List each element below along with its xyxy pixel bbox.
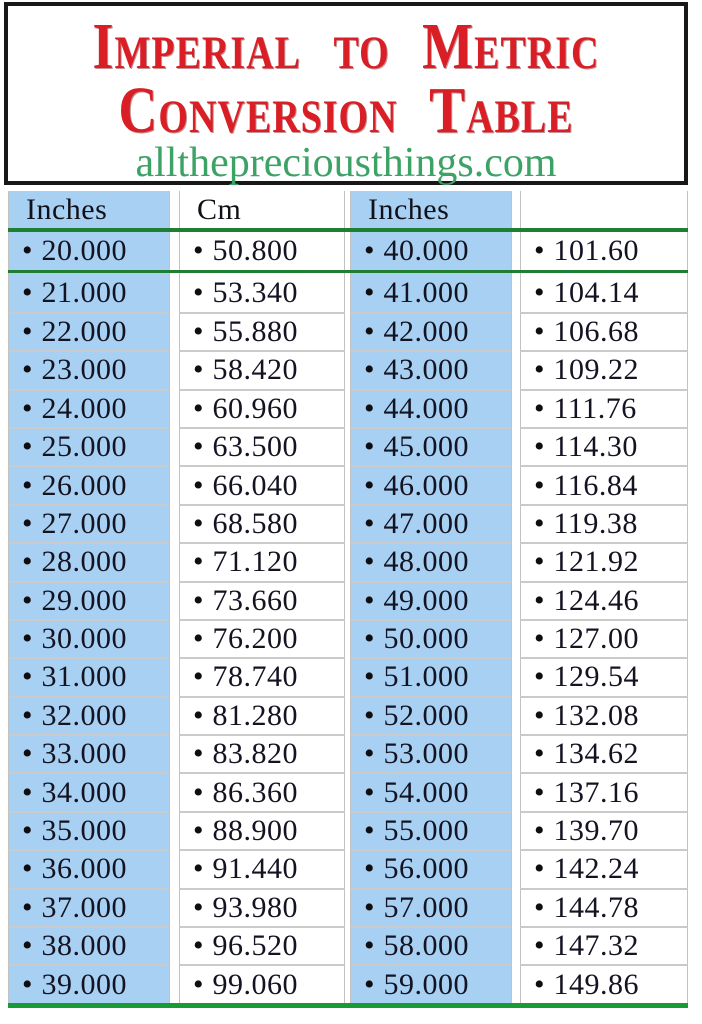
- cell-value: 129.54: [553, 660, 640, 694]
- column-header-cm-left: [179, 191, 345, 228]
- bullet-icon: •: [22, 391, 33, 425]
- cell-value: 50.000: [383, 622, 470, 656]
- bullet-icon: •: [534, 660, 545, 694]
- table-cell: [520, 926, 688, 964]
- table-cell: [350, 465, 512, 503]
- cell-value: 149.86: [553, 967, 640, 1001]
- table-row: [8, 350, 688, 388]
- bullet-icon: •: [534, 353, 545, 387]
- bullet-icon: •: [22, 314, 33, 348]
- table-cell: [520, 273, 688, 311]
- table-cell: [8, 888, 170, 926]
- table-row: [8, 734, 688, 772]
- cell-value: 96.520: [212, 929, 299, 963]
- table-cell: [520, 232, 688, 270]
- table-row: [8, 427, 688, 465]
- table-cell: [520, 504, 688, 542]
- bullet-icon: •: [364, 233, 375, 267]
- cell-value: 53.000: [383, 737, 470, 771]
- bullet-icon: •: [193, 814, 204, 848]
- cell-value: 119.38: [553, 506, 638, 540]
- cell-value: 86.360: [212, 775, 299, 809]
- table-cell: [179, 232, 345, 270]
- bullet-icon: •: [193, 506, 204, 540]
- bullet-icon: •: [22, 852, 33, 886]
- table-cell: [520, 772, 688, 810]
- bullet-icon: •: [22, 967, 33, 1001]
- table-cell: [8, 542, 170, 580]
- bullet-icon: •: [534, 814, 545, 848]
- table-cell: [350, 926, 512, 964]
- bullet-icon: •: [534, 314, 545, 348]
- cell-value: 45.000: [383, 430, 470, 464]
- page-subtitle: Conversion Table: [118, 73, 574, 147]
- table-row: [8, 232, 688, 270]
- cell-value: 54.000: [383, 775, 470, 809]
- cell-value: 137.16: [553, 775, 640, 809]
- cell-value: 144.78: [553, 890, 640, 924]
- table-cell: [350, 350, 512, 388]
- bullet-icon: •: [22, 545, 33, 579]
- bullet-icon: •: [534, 545, 545, 579]
- table-body: [8, 232, 688, 1003]
- table-cell: [520, 581, 688, 619]
- cell-value: 22.000: [41, 314, 128, 348]
- table-row: [8, 389, 688, 427]
- table-row: [8, 888, 688, 926]
- table-cell: [8, 657, 170, 695]
- bullet-icon: •: [193, 430, 204, 464]
- bullet-icon: •: [534, 967, 545, 1001]
- cell-value: 20.000: [41, 233, 128, 267]
- table-cell: [520, 696, 688, 734]
- table-cell: [520, 312, 688, 350]
- table-cell: [520, 389, 688, 427]
- cell-value: 111.76: [553, 391, 637, 425]
- cell-value: 35.000: [41, 814, 128, 848]
- table-row: [8, 964, 688, 1002]
- cell-value: 76.200: [212, 622, 299, 656]
- bullet-icon: •: [22, 622, 33, 656]
- bullet-icon: •: [22, 353, 33, 387]
- cell-value: 55.880: [212, 314, 299, 348]
- table-row: [8, 581, 688, 619]
- cell-value: 99.060: [212, 967, 299, 1001]
- table-cell: [179, 772, 345, 810]
- bullet-icon: •: [364, 775, 375, 809]
- table-cell: [8, 427, 170, 465]
- cell-value: 63.500: [212, 430, 299, 464]
- cell-value: 38.000: [41, 929, 128, 963]
- cell-value: 106.68: [553, 314, 640, 348]
- table-cell: [520, 350, 688, 388]
- bullet-icon: •: [22, 814, 33, 848]
- bullet-icon: •: [534, 275, 545, 309]
- cell-value: 58.000: [383, 929, 470, 963]
- cell-value: 114.30: [553, 430, 638, 464]
- cell-value: 124.46: [553, 583, 640, 617]
- cell-value: 37.000: [41, 890, 128, 924]
- conversion-table: [8, 191, 688, 1008]
- cell-value: 116.84: [553, 468, 638, 502]
- table-cell: [8, 312, 170, 350]
- cell-value: 29.000: [41, 583, 128, 617]
- bullet-icon: •: [22, 698, 33, 732]
- bullet-icon: •: [364, 929, 375, 963]
- cell-value: 71.120: [212, 545, 299, 579]
- bullet-icon: •: [193, 622, 204, 656]
- bullet-icon: •: [364, 275, 375, 309]
- cell-value: 127.00: [553, 622, 640, 656]
- bullet-icon: •: [364, 698, 375, 732]
- cell-value: 66.040: [212, 468, 299, 502]
- cell-value: 21.000: [41, 275, 128, 309]
- bullet-icon: •: [364, 468, 375, 502]
- cell-value: 59.000: [383, 967, 470, 1001]
- bullet-icon: •: [193, 233, 204, 267]
- table-cell: [350, 772, 512, 810]
- cell-value: 51.000: [383, 660, 470, 694]
- table-cell: [8, 350, 170, 388]
- cell-value: 39.000: [41, 967, 128, 1001]
- bullet-icon: •: [364, 545, 375, 579]
- table-row: [8, 657, 688, 695]
- cell-value: 109.22: [553, 353, 640, 387]
- bullet-icon: •: [22, 583, 33, 617]
- bullet-icon: •: [193, 468, 204, 502]
- cell-value: 60.960: [212, 391, 299, 425]
- bullet-icon: •: [364, 814, 375, 848]
- cell-value: 78.740: [212, 660, 299, 694]
- bullet-icon: •: [22, 737, 33, 771]
- cell-value: 55.000: [383, 814, 470, 848]
- table-cell: [350, 734, 512, 772]
- cell-value: 132.08: [553, 698, 640, 732]
- green-divider-bottom: [8, 1003, 688, 1008]
- table-cell: [350, 504, 512, 542]
- cell-value: 57.000: [383, 890, 470, 924]
- table-cell: [179, 657, 345, 695]
- cell-value: 91.440: [212, 852, 299, 886]
- table-cell: [350, 696, 512, 734]
- table-row: [8, 273, 688, 311]
- table-cell: [8, 232, 170, 270]
- bullet-icon: •: [364, 430, 375, 464]
- table-cell: [350, 619, 512, 657]
- table-cell: [350, 849, 512, 887]
- column-header-label: Inches: [368, 192, 450, 226]
- table-cell: [350, 964, 512, 1002]
- table-header-row: [8, 191, 688, 228]
- cell-value: 24.000: [41, 391, 128, 425]
- bullet-icon: •: [534, 622, 545, 656]
- bullet-icon: •: [364, 506, 375, 540]
- cell-value: 40.000: [383, 233, 470, 267]
- cell-value: 34.000: [41, 775, 128, 809]
- table-cell: [350, 232, 512, 270]
- bullet-icon: •: [364, 890, 375, 924]
- bullet-icon: •: [22, 506, 33, 540]
- bullet-icon: •: [193, 737, 204, 771]
- table-cell: [8, 619, 170, 657]
- table-cell: [179, 696, 345, 734]
- table-row: [8, 926, 688, 964]
- bullet-icon: •: [193, 852, 204, 886]
- cell-value: 73.660: [212, 583, 299, 617]
- bullet-icon: •: [534, 929, 545, 963]
- table-cell: [179, 888, 345, 926]
- table-cell: [179, 926, 345, 964]
- column-header-inches-left: [8, 191, 170, 228]
- cell-value: 134.62: [553, 737, 640, 771]
- bullet-icon: •: [193, 890, 204, 924]
- column-header-label: Inches: [26, 192, 108, 226]
- cell-value: 36.000: [41, 852, 128, 886]
- table-cell: [520, 619, 688, 657]
- bullet-icon: •: [534, 233, 545, 267]
- cell-value: 26.000: [41, 468, 128, 502]
- title-card: [4, 2, 688, 185]
- bullet-icon: •: [193, 775, 204, 809]
- bullet-icon: •: [534, 698, 545, 732]
- table-cell: [520, 811, 688, 849]
- cell-value: 83.820: [212, 737, 299, 771]
- table-cell: [350, 427, 512, 465]
- table-cell: [179, 964, 345, 1002]
- bullet-icon: •: [193, 929, 204, 963]
- table-cell: [179, 619, 345, 657]
- table-cell: [179, 427, 345, 465]
- table-row: [8, 849, 688, 887]
- bullet-icon: •: [193, 583, 204, 617]
- cell-value: 28.000: [41, 545, 128, 579]
- cell-value: 47.000: [383, 506, 470, 540]
- cell-value: 52.000: [383, 698, 470, 732]
- cell-value: 27.000: [41, 506, 128, 540]
- table-cell: [179, 542, 345, 580]
- bullet-icon: •: [193, 545, 204, 579]
- column-header-inches-right: [350, 191, 512, 228]
- bullet-icon: •: [534, 430, 545, 464]
- table-row: [8, 811, 688, 849]
- bullet-icon: •: [364, 583, 375, 617]
- table-row: [8, 772, 688, 810]
- table-cell: [350, 389, 512, 427]
- website-link: allthepreciousthings.com: [135, 140, 557, 186]
- table-cell: [520, 849, 688, 887]
- cell-value: 50.800: [212, 233, 299, 267]
- table-cell: [520, 964, 688, 1002]
- table-cell: [8, 964, 170, 1002]
- bullet-icon: •: [193, 353, 204, 387]
- cell-value: 68.580: [212, 506, 299, 540]
- table-cell: [179, 350, 345, 388]
- cell-value: 58.420: [212, 353, 299, 387]
- table-cell: [8, 581, 170, 619]
- cell-value: 48.000: [383, 545, 470, 579]
- table-row: [8, 619, 688, 657]
- table-row: [8, 696, 688, 734]
- table-cell: [8, 273, 170, 311]
- bullet-icon: •: [193, 275, 204, 309]
- table-cell: [350, 542, 512, 580]
- bullet-icon: •: [193, 391, 204, 425]
- bullet-icon: •: [364, 852, 375, 886]
- cell-value: 121.92: [553, 545, 640, 579]
- bullet-icon: •: [534, 737, 545, 771]
- cell-value: 25.000: [41, 430, 128, 464]
- cell-value: 53.340: [212, 275, 299, 309]
- bullet-icon: •: [193, 314, 204, 348]
- bullet-icon: •: [364, 967, 375, 1001]
- table-cell: [8, 811, 170, 849]
- bullet-icon: •: [534, 468, 545, 502]
- cell-value: 44.000: [383, 391, 470, 425]
- cell-value: 32.000: [41, 698, 128, 732]
- table-cell: [179, 312, 345, 350]
- table-cell: [520, 888, 688, 926]
- bullet-icon: •: [22, 233, 33, 267]
- table-cell: [520, 427, 688, 465]
- bullet-icon: •: [193, 698, 204, 732]
- bullet-icon: •: [22, 890, 33, 924]
- cell-value: 93.980: [212, 890, 299, 924]
- table-row: [8, 542, 688, 580]
- bullet-icon: •: [364, 314, 375, 348]
- bullet-icon: •: [193, 660, 204, 694]
- bullet-icon: •: [193, 967, 204, 1001]
- bullet-icon: •: [534, 890, 545, 924]
- table-cell: [350, 312, 512, 350]
- cell-value: 147.32: [553, 929, 640, 963]
- table-row: [8, 312, 688, 350]
- table-cell: [8, 504, 170, 542]
- table-cell: [8, 772, 170, 810]
- cell-value: 31.000: [41, 660, 128, 694]
- table-cell: [350, 811, 512, 849]
- bullet-icon: •: [22, 430, 33, 464]
- table-cell: [179, 389, 345, 427]
- page-title: Imperial to Metric: [92, 9, 600, 83]
- table-row: [8, 504, 688, 542]
- table-cell: [350, 657, 512, 695]
- table-cell: [350, 273, 512, 311]
- column-header-cm-right: [520, 191, 688, 228]
- table-cell: [350, 581, 512, 619]
- column-header-label: Cm: [197, 192, 242, 226]
- cell-value: 139.70: [553, 814, 640, 848]
- table-cell: [179, 273, 345, 311]
- bullet-icon: •: [364, 353, 375, 387]
- cell-value: 46.000: [383, 468, 470, 502]
- cell-value: 42.000: [383, 314, 470, 348]
- table-cell: [520, 734, 688, 772]
- table-cell: [520, 657, 688, 695]
- bullet-icon: •: [534, 506, 545, 540]
- bullet-icon: •: [364, 660, 375, 694]
- cell-value: 142.24: [553, 852, 640, 886]
- bullet-icon: •: [364, 391, 375, 425]
- table-cell: [8, 389, 170, 427]
- table-cell: [8, 849, 170, 887]
- bullet-icon: •: [364, 737, 375, 771]
- bullet-icon: •: [534, 583, 545, 617]
- table-row: [8, 465, 688, 503]
- table-cell: [520, 465, 688, 503]
- bullet-icon: •: [534, 775, 545, 809]
- cell-value: 23.000: [41, 353, 128, 387]
- cell-value: 33.000: [41, 737, 128, 771]
- table-cell: [8, 734, 170, 772]
- cell-value: 81.280: [212, 698, 299, 732]
- bullet-icon: •: [22, 660, 33, 694]
- cell-value: 56.000: [383, 852, 470, 886]
- cell-value: 49.000: [383, 583, 470, 617]
- bullet-icon: •: [22, 929, 33, 963]
- table-cell: [179, 734, 345, 772]
- cell-value: 88.900: [212, 814, 299, 848]
- table-cell: [520, 542, 688, 580]
- bullet-icon: •: [22, 775, 33, 809]
- bullet-icon: •: [534, 852, 545, 886]
- table-cell: [179, 849, 345, 887]
- table-cell: [179, 581, 345, 619]
- table-cell: [8, 465, 170, 503]
- table-cell: [179, 811, 345, 849]
- table-cell: [179, 504, 345, 542]
- table-cell: [179, 465, 345, 503]
- cell-value: 104.14: [553, 275, 640, 309]
- cell-value: 101.60: [553, 233, 640, 267]
- table-cell: [8, 926, 170, 964]
- bullet-icon: •: [364, 622, 375, 656]
- cell-value: 41.000: [383, 275, 470, 309]
- cell-value: 43.000: [383, 353, 470, 387]
- table-cell: [8, 696, 170, 734]
- bullet-icon: •: [534, 391, 545, 425]
- bullet-icon: •: [22, 275, 33, 309]
- table-cell: [350, 888, 512, 926]
- bullet-icon: •: [22, 468, 33, 502]
- cell-value: 30.000: [41, 622, 128, 656]
